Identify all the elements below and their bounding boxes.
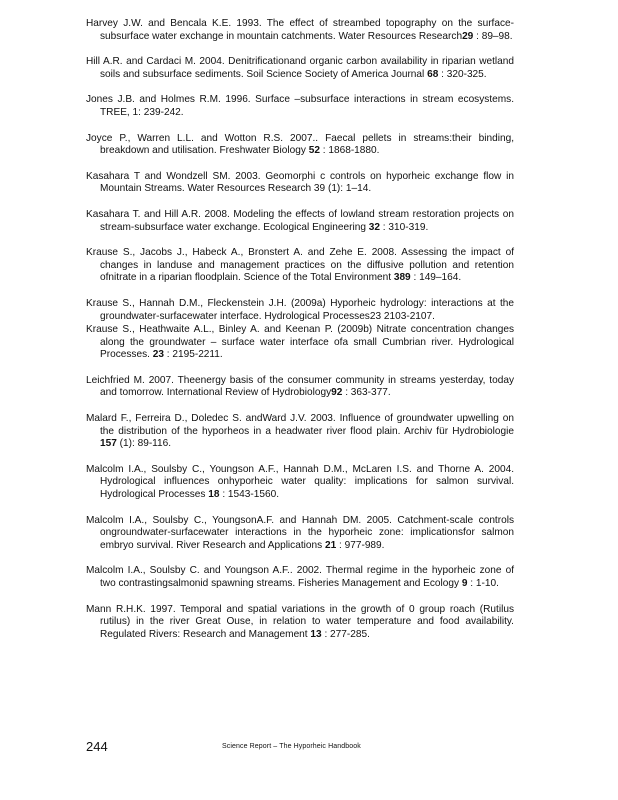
reference-entry [86,375,514,400]
reference-text: Krause S., Hannah D.M., Fleckenstein J.H. (2009a) Hyporheic hydrology: interactions at the groundwater-surfacewater interface. Hydrological Processes23 2103-2107. [86,297,514,322]
page-number: 244 [86,739,108,754]
reference-pages: : 320-325. [438,68,487,80]
reference-pages: : 1868-1880. [319,145,380,157]
reference-list [86,18,514,654]
reference-entry [86,133,514,158]
reference-entry [86,413,514,451]
reference-text: Malcolm I.A., Soulsby C., YoungsonA.F. and Hannah DM. 2005. Catchment-scale controls ongroundwater-surfacewater interactions in the hyporheic zone: implicationsfor salmon embryo survival. River Research and Applications [86,514,514,551]
reference-text: Joyce P., Warren L.L. and Wotton R.S. 2007.. Faecal pellets in streams:their binding, breakdown and utilisation. Freshwater Biology [86,132,514,157]
reference-entry [86,565,514,590]
reference-entry [86,324,514,362]
reference-entry [86,515,514,553]
reference-text: Malcolm I.A., Soulsby C., Youngson A.F., Hannah D.M., McLaren I.S. and Thorne A. 2004. Hydrological influences onhyporheic water quality: implications for salmon survival. Hydrological Processes [86,463,514,501]
reference-volume: 21 [324,539,337,551]
reference-entry [86,464,514,502]
reference-pages: : 2195-2211. [163,349,223,361]
reference-pages: : 977-989. [336,539,385,551]
reference-text: Malard F., Ferreira D., Doledec S. andWard J.V. 2003. Influence of groundwater upwelling on the distribution of the hyporheos in a headwater river flood plain. Archiv für Hydrobiologie [86,413,514,437]
reference-entry [86,171,514,196]
reference-text: Leichfried M. 2007. Theenergy basis of the consumer community in streams yesterday, today and tomorrow. International Review of Hydrobiology [86,374,514,399]
reference-text: Jones J.B. and Holmes R.M. 1996. Surface –subsurface interactions in stream ecosystems. TREE, 1: 239-242. [86,94,514,118]
reference-text: Kasahara T and Wondzell SM. 2003. Geomorphi c controls on hyporheic exchange flow in Mountain Streams. Water Resources Research 39 (1): 1–14. [86,170,514,195]
reference-pages: : 149–164. [410,272,462,284]
reference-entry [86,298,514,323]
reference-entry [86,18,514,43]
reference-entry [86,56,514,81]
reference-pages: : 1543-1560. [219,489,280,501]
reference-volume: 29 [462,30,474,42]
reference-volume: 23 [152,349,164,361]
reference-text: Harvey J.W. and Bencala K.E. 1993. The effect of streambed topography on the surface-subsurface water exchange in mountain catchments. Water Resources Research [86,18,514,42]
reference-text: Kasahara T. and Hill A.R. 2008. Modeling the effects of lowland stream restoration projects on stream-subsurface water exchange. Ecological Engineering [86,208,514,233]
reference-text: Krause S., Heathwaite A.L., Binley A. and Keenan P. (2009b) Nitrate concentration changes along the groundwater – surface water interface ofa small Cumbrian river. Hydrological Processes. [86,324,514,361]
reference-text: Malcolm I.A., Soulsby C. and Youngson A.F.. 2002. Thermal regime in the hyporheic zone of two contrastingsalmonid spawning streams. Fisheries Management and Ecology [86,565,514,589]
reference-volume: 9 [461,578,468,589]
reference-volume: 32 [368,221,380,233]
reference-text: Krause S., Jacobs J., Habeck A., Bronstert A. and Zehe E. 2008. Assessing the impact of changes in landuse and management practices on the diffusive pollution and retention ofnitrate in a riparian floodplain. Science of the Total Environment [86,247,514,284]
reference-volume: 389 [393,272,411,284]
reference-volume: 18 [208,489,220,501]
reference-text: Hill A.R. and Cardaci M. 2004. Denitrificationand organic carbon availability in riparian wetland soils and subsurface sediments. Soil Science Society of America Journal [86,56,514,80]
reference-volume: 52 [308,145,320,157]
footer-title: Science Report – The Hyporheic Handbook [222,743,361,750]
reference-volume: 92 [331,387,343,399]
reference-pages: : 89–98. [473,30,513,42]
reference-entry [86,209,514,234]
reference-entry [86,247,514,285]
reference-entry [86,94,514,119]
reference-pages: : 277-285. [321,628,370,640]
reference-volume: 68 [427,68,439,80]
reference-volume: 13 [310,628,322,640]
reference-pages: : 310-319. [380,221,429,233]
reference-volume: 157 [100,438,117,450]
reference-text: Mann R.H.K. 1997. Temporal and spatial variations in the growth of 0 group roach (Rutilus rutilus) in the river Great Ouse, in relation to water temperature and food availability. Regulated Rivers: Research and Management [86,603,514,640]
reference-entry [86,604,514,642]
reference-pages: (1): 89-116. [116,438,172,450]
reference-pages: : 363-377. [342,387,391,399]
reference-pages: : 1-10. [467,578,499,589]
